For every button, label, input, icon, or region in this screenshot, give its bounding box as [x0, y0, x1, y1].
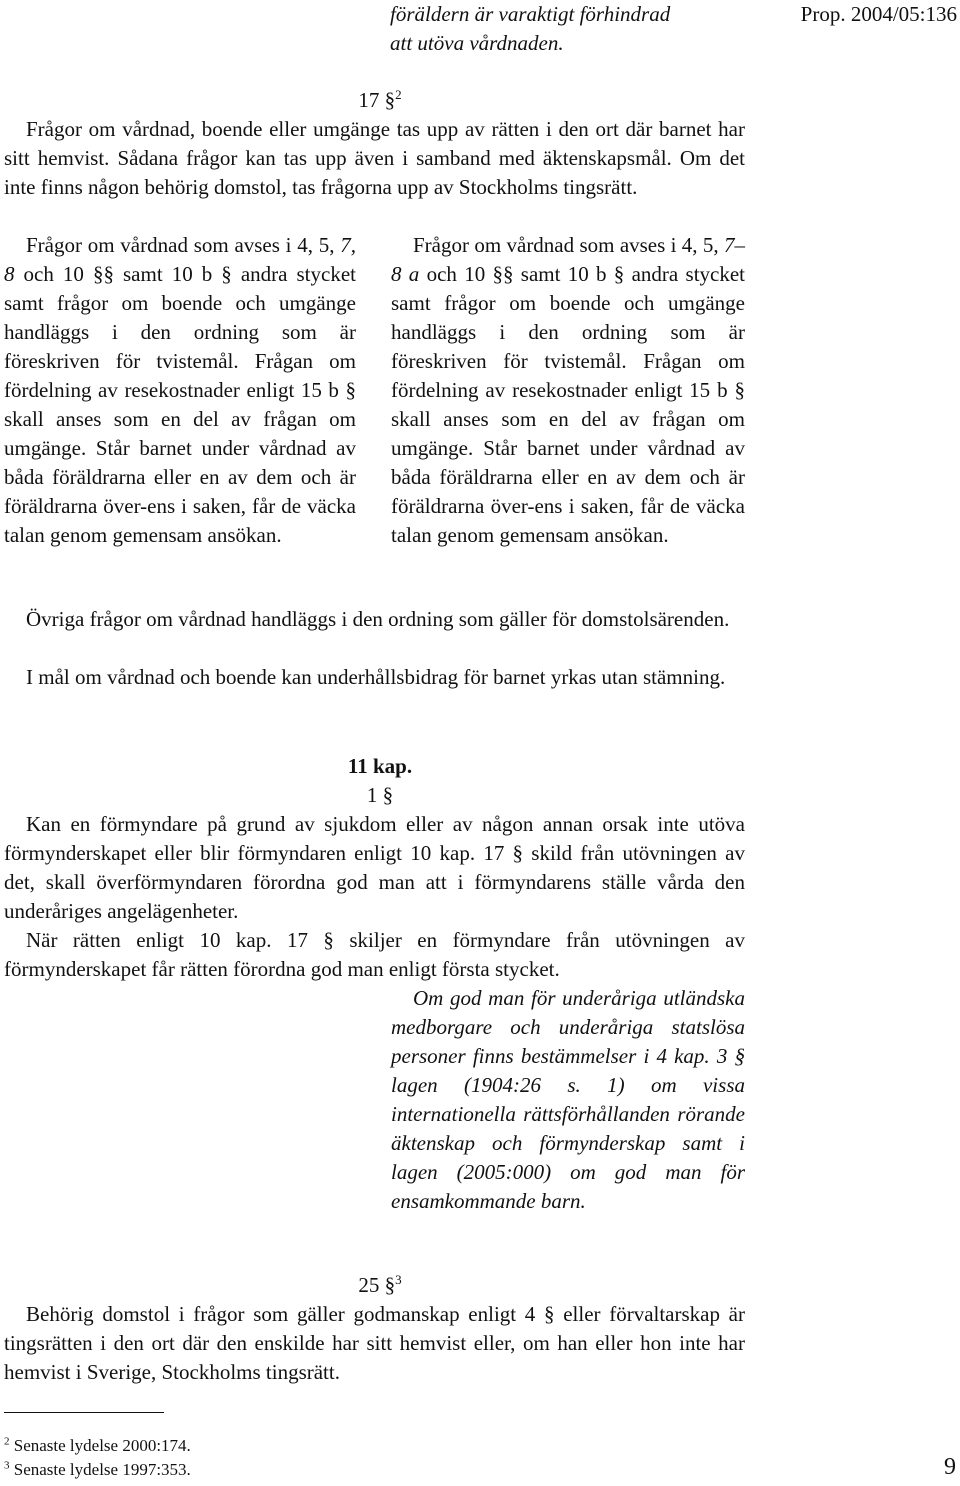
section-1-heading: 1 § — [366, 783, 394, 807]
proposed-wording-c: och 10 §§ samt 10 b § andra stycket samt frågor om boende och umgänge handläggs i den ordning som är föreskriven för tvistemål. Frågan om fördelning av resekostnader enligt 15 b § skall anses som en del av frågan om umgänge. Står barnet under vårdnad av båda föräldrarna eller en av dem och är föräldrarna över-ens i saken, får de väcka talan genom gemensam ansökan. — [391, 262, 745, 547]
section-25-heading — [300, 1271, 460, 1300]
footnote-ref-3: 3 — [395, 1272, 402, 1287]
proposed-wording-a: Frågor om vårdnad som avses i 4, 5, — [413, 233, 724, 257]
footnote-2-text: Senaste lydelse 2000:174. — [13, 1436, 191, 1455]
running-title — [390, 0, 760, 58]
page-number: 9 — [944, 1454, 956, 1480]
running-title-line1: föräldern är varaktigt förhindrad — [390, 2, 671, 26]
chapter-11-heading: 11 kap. — [347, 754, 413, 778]
footnote-2 — [4, 1434, 404, 1458]
section-25-label: 25 § — [358, 1273, 396, 1297]
footnote-3-text: Senaste lydelse 1997:353. — [13, 1460, 191, 1479]
section-17-paragraph-1: Frågor om vårdnad, boende eller umgänge tas upp av rätten i den ort där barnet har sitt hemvist. Sådana frågor kan tas upp även i samband med äktenskapsmål. Om det inte finns någon behörig domstol, tas frågorna upp av Stockholms tingsrätt. — [4, 117, 745, 199]
current-wording-column — [4, 231, 356, 550]
current-wording-a: Frågor om vårdnad som avses i 4, 5, — [26, 233, 341, 257]
section-17-heading — [300, 86, 460, 115]
chapter-11-section-1-paragraph-2: När rätten enligt 10 kap. 17 § skiljer en förmyndare från utövningen av förmynderskapet får rätten förordna god man enligt första stycket. — [4, 928, 745, 981]
footnote-3-mark: 3 — [4, 1459, 10, 1472]
margin-note: Om god man för underåriga utländska medborgare och underåriga statslösa personer finns bestämmelser i 4 kap. 3 § lagen (1904:26 s. 1) om vissa internationella rättsförhållanden rörande äktenskap och förmynderskap samt i lagen (2005:000) om god man för ensamkommande barn. — [391, 986, 745, 1213]
section-17-paragraph-3: I mål om vårdnad och boende kan underhållsbidrag för barnet yrkas utan stämning. — [26, 665, 726, 689]
section-17-label: 17 § — [358, 88, 396, 112]
section-25-paragraph: Behörig domstol i frågor som gäller godmanskap enligt 4 § eller förvaltarskap är tingsrätten i den ort där den enskilde har sitt hemvist eller, om han eller hon inte har hemvist i Sverige, Stockholms tingsrätt. — [4, 1302, 745, 1384]
footnote-ref-2: 2 — [395, 87, 402, 102]
footnote-divider — [4, 1412, 164, 1413]
prop-number: Prop. 2004/05:136 — [800, 2, 957, 26]
footnote-2-mark: 2 — [4, 1435, 10, 1448]
footnote-3 — [4, 1458, 404, 1482]
current-wording-changed: 7, 8 — [4, 233, 356, 286]
current-wording-c: och 10 §§ samt 10 b § andra stycket samt frågor om boende och umgänge handläggs i den ordning som är föreskriven för tvistemål. Frågan om fördelning av resekostnader enligt 15 b § skall anses som en del av frågan om umgänge. Står barnet under vårdnad av båda föräldrarna eller en av dem och är föräldrarna över-ens i saken, får de väcka talan genom gemensam ansökan. — [4, 262, 356, 547]
proposed-wording-changed: 7–8 a — [391, 233, 745, 286]
running-title-line2: att utöva vårdnaden. — [390, 31, 564, 55]
section-17-paragraph-2: Övriga frågor om vårdnad handläggs i den ordning som gäller för domstolsärenden. — [26, 607, 730, 631]
proposed-wording-column — [391, 231, 745, 550]
chapter-11-section-1-paragraph-1: Kan en förmyndare på grund av sjukdom eller av någon annan orsak inte utöva förmynderskapet eller blir förmyndaren enligt 10 kap. 17 § skild från utövningen av det, skall överförmyndaren förordna god man att i förmyndarens ställe vårda den underåriges angelägenheter. — [4, 812, 745, 923]
